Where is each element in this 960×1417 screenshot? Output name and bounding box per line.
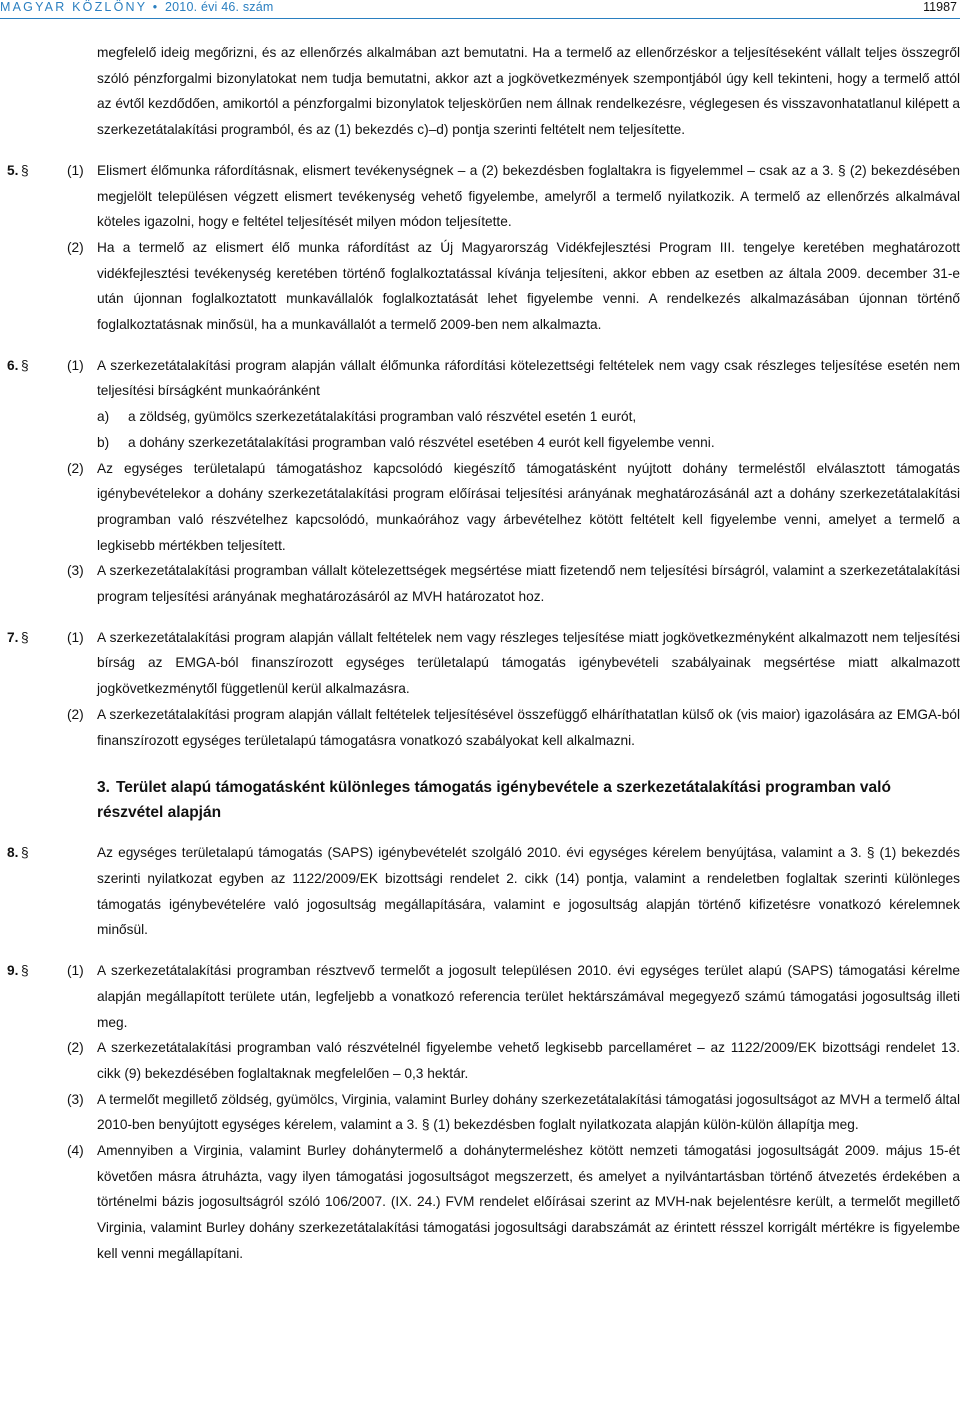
publication-title: [0, 0, 274, 14]
subsection-number: (2): [67, 239, 84, 255]
subsection: [0, 353, 960, 404]
paragraph-sign: §: [21, 845, 29, 861]
section-number: 6.: [7, 357, 19, 373]
list-letter: b): [97, 434, 110, 450]
page-header: [0, 0, 960, 22]
subsection: [0, 456, 960, 559]
list-item: [0, 404, 960, 430]
subsection: [0, 702, 960, 753]
subsection: [0, 1035, 960, 1086]
header-divider: [0, 18, 960, 19]
subsection-text: Az egységes területalapú támogatáshoz kapcsolódó kiegészítő támogatásként nyújtott dohány termeléstől elválasztott támogatás igénybevételekor a dohány szerkezetátalakítási program előírásai teljesítési arányának meghatározásánál azt a dohány szerkezetátalakítási programban való részvételhez kapcsolódó, munkaórához vagy árbevételhez kötött feltételt kell figyelembe venni, amelyet a termelő a legkisebb mértékben teljesített.: [97, 460, 960, 553]
subsection-text: A szerkezetátalakítási program alapján vállalt feltételek teljesítésével összefüggő elháríthatatlan külső ok (vis maior) igazolására az EMGA-ból finanszírozott egységes területalapú támogatásra vonatkozó szabályokat kell alkalmazni.: [97, 706, 960, 748]
section-number: 9.: [7, 963, 19, 979]
page-number: 11987: [923, 0, 957, 14]
subsection-text: A termelőt megillető zöldség, gyümölcs, Virginia, valamint Burley dohány szerkezetátalakítási támogatási jogosultságot az MVH a termelő által 2010-ben benyújtott egységes kérelem, valamint a 3. § (1) bekezdésben foglalt nyilatkozata alapján külön-külön állapítja meg.: [97, 1091, 960, 1133]
chapter-number: 3.: [97, 779, 110, 797]
subsection: [0, 235, 960, 338]
subsection-number: (3): [67, 563, 84, 579]
list-letter: a): [97, 409, 110, 425]
subsection-number: (1): [67, 629, 84, 645]
section-8: [0, 840, 960, 943]
subsection: [0, 158, 960, 235]
chapter-title: Terület alapú támogatásként különleges támogatás igénybevétele a szerkezetátalakítási programban való részvétel alapján: [97, 779, 891, 822]
subsection-text: Amennyiben a Virginia, valamint Burley dohánytermelő a dohánytermeléshez kötött nemzeti támogatási jogosultságát 2009. május 15-ét követően másra átruházta, vagy ilyen támogatási jogosultságot megszerzett, és amelyet a nyilvántartásban történő átvezetés érdekében a történelmi bázis jogosultságról szóló 106/2007. (IX. 24.) FVM rendelet előírásai szerint az MVH-nak bejelentésre került, a termelőt megillető Virginia, valamint Burley dohány szerkezetátalakítási támogatási jogosultsági darabszámát az érintett résszel korrigált mértékre is figyelembe kell venni megállapítani.: [97, 1143, 960, 1261]
issue-label: 2010. évi 46. szám: [164, 0, 274, 14]
section-9: [0, 958, 960, 1266]
subsection: [0, 558, 960, 609]
paragraph-sign: §: [21, 357, 29, 373]
journal-name: MAGYAR KÖZLÖNY: [0, 0, 148, 14]
section-7: [0, 625, 960, 754]
list-text: a zöldség, gyümölcs szerkezetátalakítási programban való részvétel esetén 1 eurót,: [128, 409, 637, 425]
paragraph-sign: §: [21, 963, 29, 979]
subsection-number: (1): [67, 162, 84, 178]
subsection-text: Ha a termelő az elismert élő munka ráfordítást az Új Magyarország Vidékfejlesztési Program III. tengelye keretében meghatározott vidékfejlesztési tevékenység keretében történő foglalkoztatással kívánja teljesíteni, akkor ebben az esetben az általa 2009. december 31-e után újonnan foglalkoztatott munkavállalók foglalkoztatását lehet figyelembe venni. A rendelkezés alkalmazásában újonnan történő foglalkoztatásnak minősül, ha a munkavállalót a termelő 2009-ben nem alkalmazta.: [97, 239, 960, 333]
subsection-text: Elismert élőmunka ráfordításnak, elismert tevékenységnek – a (2) bekezdésben foglaltakra is figyelemmel – csak az a 3. § (2) bekezdésében megjelölt településen végzett elismert tevékenység vehető figyelembe, amelyről a termelő nyilatkozik. A termelő az ellenőrzés alkalmával köteles igazolni, hogy e feltétel teljesítését milyen módon teljesítette.: [97, 162, 960, 230]
subsection: [0, 1087, 960, 1138]
intro-paragraph: megfelelő ideig megőrizni, és az ellenőrzés alkalmában azt bemutatni. Ha a termelő az ellenőrzéskor a teljesítéseként vállalt teljes összegről szóló pénzforgalmi bizonylatokat nem tudja bemutatni, akkor azt a jogkövetkezmények szempontjából úgy kell tekinteni, hogy a termelő attól az évtől kezdődően, amikortól a pénzforgalmi bizonylatok teljeskörűen nem állnak rendelkezésre, véglegesen és visszavonhatatlanul kilépett a szerkezetátalakítási programból, és az (1) bekezdés c)–d) pontja szerinti feltételt nem teljesítette.: [97, 45, 960, 138]
chapter-heading: [97, 775, 960, 825]
section-number: 8.: [7, 845, 19, 861]
subsection-number: (3): [67, 1091, 84, 1107]
section-5: [0, 158, 960, 338]
subsection-number: (1): [67, 357, 84, 373]
subsection-text: A szerkezetátalakítási program alapján vállalt élőmunka ráfordítási kötelezettségi feltételek nem vagy csak részleges teljesítése esetén nem teljesítési bírságként munkaóránként: [97, 357, 960, 399]
header-bullet: •: [152, 0, 160, 14]
section-text: Az egységes területalapú támogatás (SAPS) igénybevételét szolgáló 2010. évi egységes kérelem benyújtása, valamint a 3. § (1) bekezdés szerinti nyilatkozat egyben az 1122/2009/EK bizottsági rendelet 2. cikk (14) pontja, valamint a rendeletben foglaltak szerinti különleges támogatás igénybevételére való jogosultság megállapítására, valamint e jogosultság alapján történő kifizetésre vonatkozó kérelemnek minősül.: [97, 845, 960, 938]
list-text: a dohány szerkezetátalakítási programban való részvétel esetében 4 eurót kell figyelembe venni.: [128, 434, 715, 450]
paragraph-sign: §: [21, 162, 29, 178]
subsection: [0, 625, 960, 702]
paragraph-sign: §: [21, 629, 29, 645]
subsection-number: (1): [67, 963, 84, 979]
section-number: 7.: [7, 629, 19, 645]
document-body: [0, 40, 960, 1267]
subsection-text: A szerkezetátalakítási programban való részvételnél figyelembe vehető legkisebb parcellaméret – az 1122/2009/EK bizottsági rendelet 13. cikk (9) bekezdésében foglaltaknak megfelelően – 0,3 hektár.: [97, 1040, 960, 1081]
subsection-text: A szerkezetátalakítási programban résztvevő termelőt a jogosult településen 2010. évi egységes terület alapú (SAPS) támogatási kérelme alapján megállapított területe után, legfeljebb a vonatkozó referencia terület hektárszámával megegyező számú támogatási jogosultság illeti meg.: [97, 963, 960, 1030]
section-number: 5.: [7, 162, 19, 178]
subsection-text: A szerkezetátalakítási program alapján vállalt feltételek nem vagy részleges teljesítése miatt jogkövetkezményként alkalmazott nem teljesítési bírság az EMGA-ból finanszírozott egységes területalapú támogatás igénybevételi szabályainak megsértése miatt alkalmazott jogkövetkezménytől függetlenül kerül alkalmazásra.: [97, 629, 960, 697]
subsection: [0, 958, 960, 1035]
subsection: [0, 1138, 960, 1267]
subsection-number: (2): [67, 460, 84, 476]
subsection-text: A szerkezetátalakítási programban vállalt kötelezettségek megsértése miatt fizetendő nem teljesítési bírságról, valamint a szerkezetátalakítási program teljesítési arányának meghatározásáról az MVH határozatot hoz.: [97, 563, 960, 605]
list-item: [0, 430, 960, 456]
subsection-number: (2): [67, 706, 84, 722]
subsection-number: (4): [67, 1143, 84, 1159]
section-6: [0, 353, 960, 610]
subsection-number: (2): [67, 1040, 84, 1056]
